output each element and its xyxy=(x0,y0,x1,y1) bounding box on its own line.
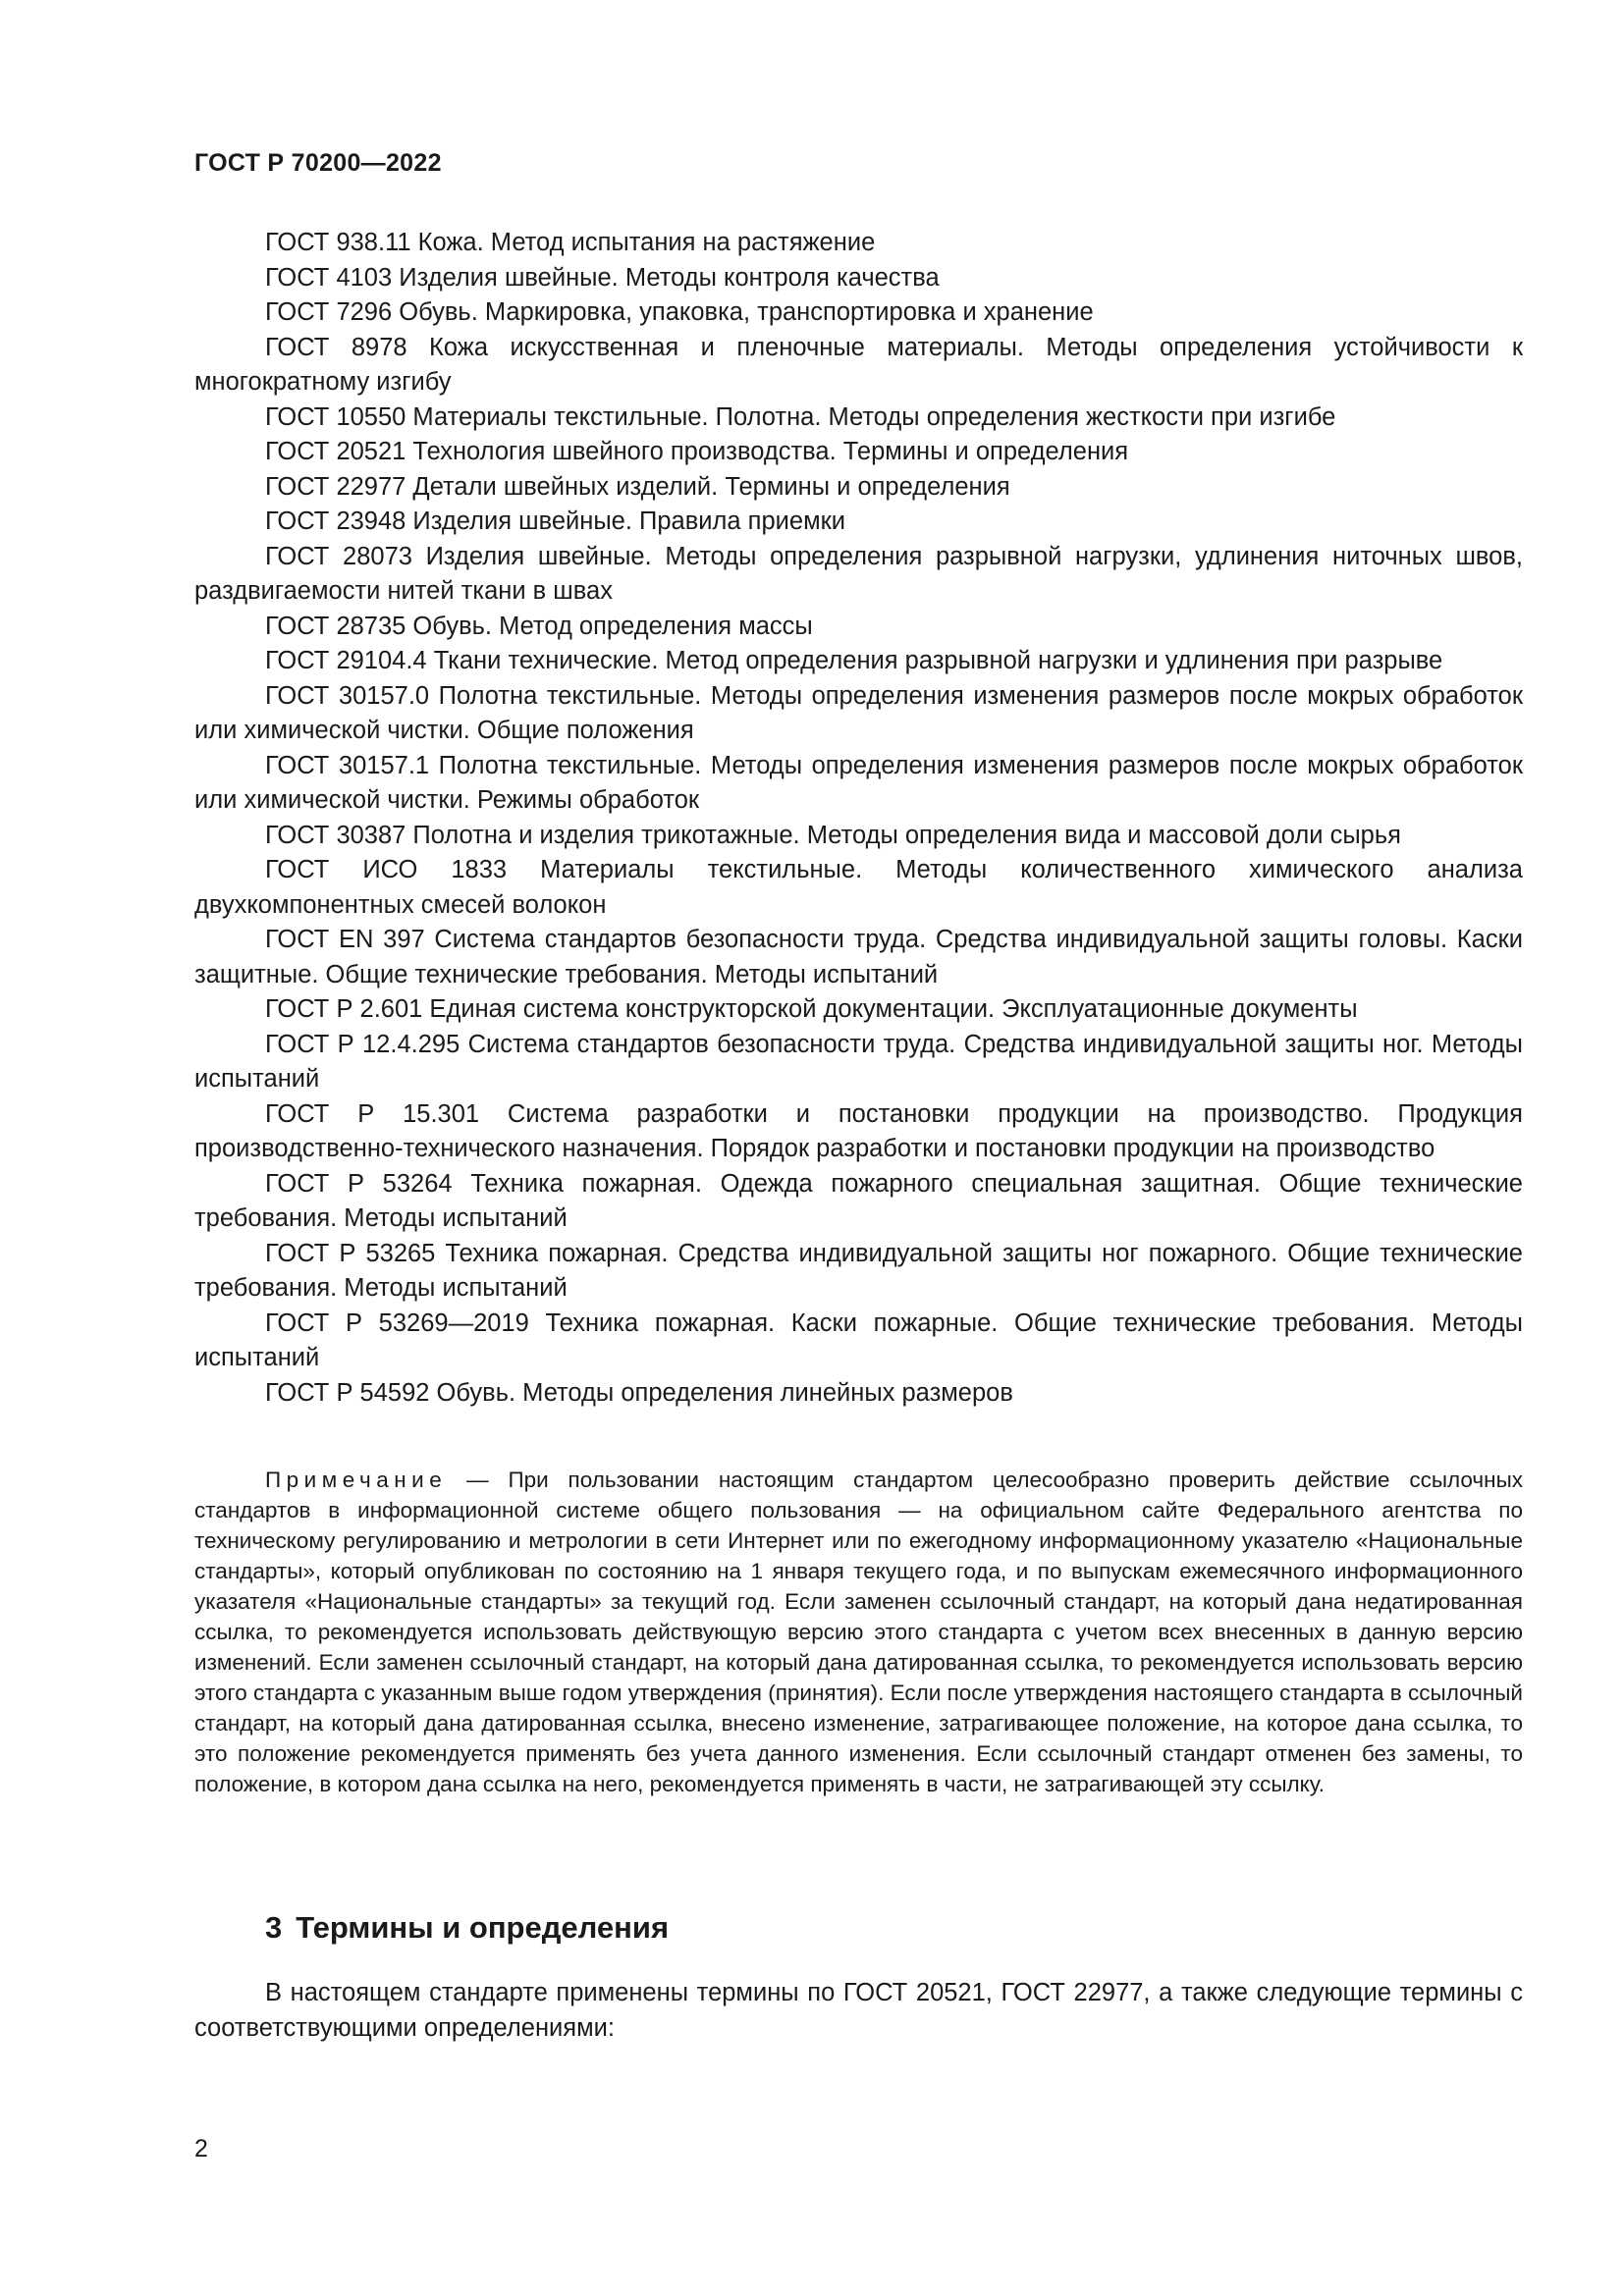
reference-item: ГОСТ Р 53264 Техника пожарная. Одежда пожарного специальная защитная. Общие технические требования. Методы испытаний xyxy=(194,1169,1523,1232)
note-paragraph xyxy=(194,1465,1523,1799)
reference-item: ГОСТ 23948 Изделия швейные. Правила приемки xyxy=(265,507,846,535)
page-number: 2 xyxy=(194,2135,208,2163)
normative-references-list xyxy=(194,226,1523,1411)
reference-item: ГОСТ 30157.0 Полотна текстильные. Методы определения изменения размеров после мокрых обработок или химической чистки. Общие положения xyxy=(194,681,1523,744)
reference-item: ГОСТ 10550 Материалы текстильные. Полотна. Методы определения жесткости при изгибе xyxy=(265,402,1336,431)
note-text: — При пользовании настоящим стандартом целесообразно проверить действие ссылочных стандартов в информационной системе общего пользования — на официальном сайте Федерального агентства по техническому регулированию и метрологии в сети Интернет или по ежегодному информационному указателю «Национальные стандарты», который опубликован по состоянию на 1 января текущего года, и по выпускам ежемесячного информационного указателя «Национальные стандарты» за текущий год. Если заменен ссылочный стандарт, на который дана недатированная ссылка, то рекомендуется использовать действующую версию этого стандарта с учетом всех внесенных в данную версию изменений. Если заменен ссылочный стандарт, на который дана датированная ссылка, то рекомендуется использовать версию этого стандарта с указанным выше годом утверждения (принятия). Если после утверждения настоящего стандарта в ссылочный стандарт, на который дана датированная ссылка, внесено изменение, затрагивающее положение, на которое дана ссылка, то это положение рекомендуется применять без учета данного изменения. Если ссылочный стандарт отменен без замены, то положение, в котором дана ссылка на него, рекомендуется применять в части, не затрагивающей эту ссылку. xyxy=(194,1468,1523,1796)
reference-item: ГОСТ 4103 Изделия швейные. Методы контроля качества xyxy=(265,263,940,292)
document-header: ГОСТ Р 70200—2022 xyxy=(194,149,442,177)
note-label: Примечание xyxy=(265,1468,448,1492)
reference-item: ГОСТ 7296 Обувь. Маркировка, упаковка, транспортировка и хранение xyxy=(265,298,1094,326)
reference-item: ГОСТ 28735 Обувь. Метод определения массы xyxy=(265,612,813,640)
reference-item: ГОСТ EN 397 Система стандартов безопасности труда. Средства индивидуальной защиты головы. Каски защитные. Общие технические требования. Методы испытаний xyxy=(194,926,1523,988)
reference-item: ГОСТ ИСО 1833 Материалы текстильные. Методы количественного химического анализа двухкомпонентных смесей волокон xyxy=(194,856,1523,919)
reference-item: ГОСТ Р 53265 Техника пожарная. Средства индивидуальной защиты ног пожарного. Общие технические требования. Методы испытаний xyxy=(194,1239,1523,1302)
reference-item: ГОСТ Р 12.4.295 Система стандартов безопасности труда. Средства индивидуальной защиты ног. Методы испытаний xyxy=(194,1030,1523,1093)
reference-item: ГОСТ 30387 Полотна и изделия трикотажные. Методы определения вида и массовой доли сырья xyxy=(265,821,1401,849)
reference-item: ГОСТ 28073 Изделия швейные. Методы определения разрывной нагрузки, удлинения ниточных швов, раздвигаемости нитей ткани в швах xyxy=(194,542,1523,605)
section-title-text: Термины и определения xyxy=(296,1910,670,1945)
reference-item: ГОСТ Р 2.601 Единая система конструкторской документации. Эксплуатационные документы xyxy=(265,995,1358,1023)
reference-item: ГОСТ 20521 Технология швейного производства. Термины и определения xyxy=(265,438,1129,465)
section-heading xyxy=(265,1910,669,1946)
section-intro-paragraph: В настоящем стандарте применены термины по ГОСТ 20521, ГОСТ 22977, а также следующие термины с соответствующими определениями: xyxy=(194,1979,1523,2042)
reference-item: ГОСТ 8978 Кожа искусственная и пленочные материалы. Методы определения устойчивости к многократному изгибу xyxy=(194,333,1523,396)
reference-item: ГОСТ 30157.1 Полотна текстильные. Методы определения изменения размеров после мокрых обработок или химической чистки. Режимы обработок xyxy=(194,751,1523,814)
reference-item: ГОСТ 29104.4 Ткани технические. Метод определения разрывной нагрузки и удлинения при разрыве xyxy=(265,647,1443,674)
reference-item: ГОСТ Р 53269—2019 Техника пожарная. Каски пожарные. Общие технические требования. Методы испытаний xyxy=(194,1308,1523,1371)
reference-item: ГОСТ 22977 Детали швейных изделий. Термины и определения xyxy=(265,472,1010,501)
section-number: 3 xyxy=(265,1910,283,1945)
reference-item: ГОСТ Р 54592 Обувь. Методы определения линейных размеров xyxy=(265,1378,1013,1407)
reference-item: ГОСТ 938.11 Кожа. Метод испытания на растяжение xyxy=(265,229,876,256)
reference-item: ГОСТ Р 15.301 Система разработки и постановки продукции на производство. Продукция производственно-технического назначения. Порядок разработки и постановки продукции на производство xyxy=(194,1099,1523,1162)
